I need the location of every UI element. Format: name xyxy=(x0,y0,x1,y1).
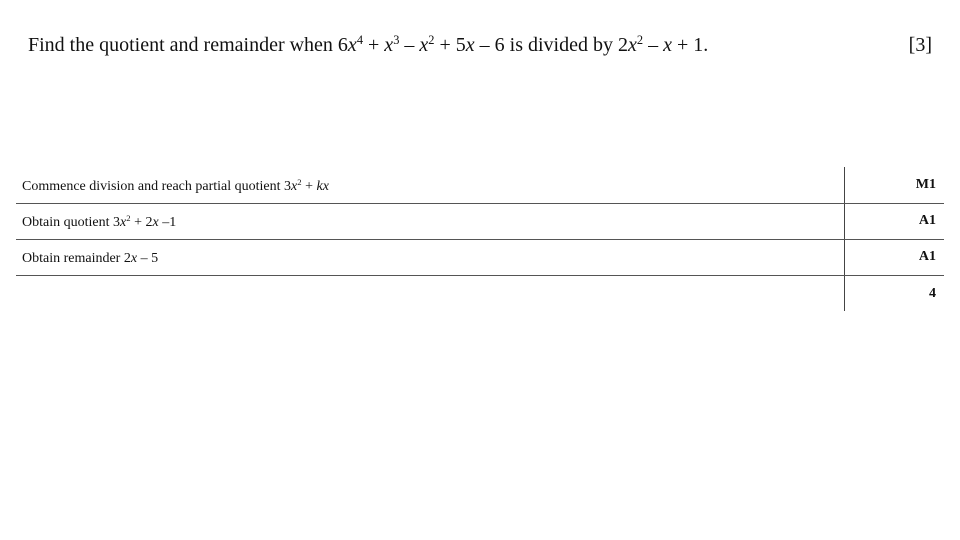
row-description: Obtain quotient $3x^2 + 2x$ –1 xyxy=(16,203,845,239)
row-description: Obtain remainder 2x – 5 xyxy=(16,239,845,275)
total-row xyxy=(16,275,944,311)
mark-scheme-table xyxy=(16,167,944,311)
row-mark: M1 xyxy=(845,167,945,203)
mark-scheme-row xyxy=(16,239,944,275)
row-mark: A1 xyxy=(845,239,945,275)
row-mark: A1 xyxy=(845,203,945,239)
question-text: Find the quotient and remainder when $6x^4 + x^3 - x^2 + 5x - 6$ is divided by $2x^2 - x + 1$. xyxy=(28,32,709,56)
total-row-blank xyxy=(16,275,845,311)
question xyxy=(28,30,932,60)
question-marks: [3] xyxy=(908,34,932,56)
mark-scheme-row xyxy=(16,203,944,239)
mark-scheme-row xyxy=(16,167,944,203)
total-marks: 4 xyxy=(929,286,936,302)
row-description: Commence division and reach partial quotient $3x^2$ + kx xyxy=(16,167,845,203)
